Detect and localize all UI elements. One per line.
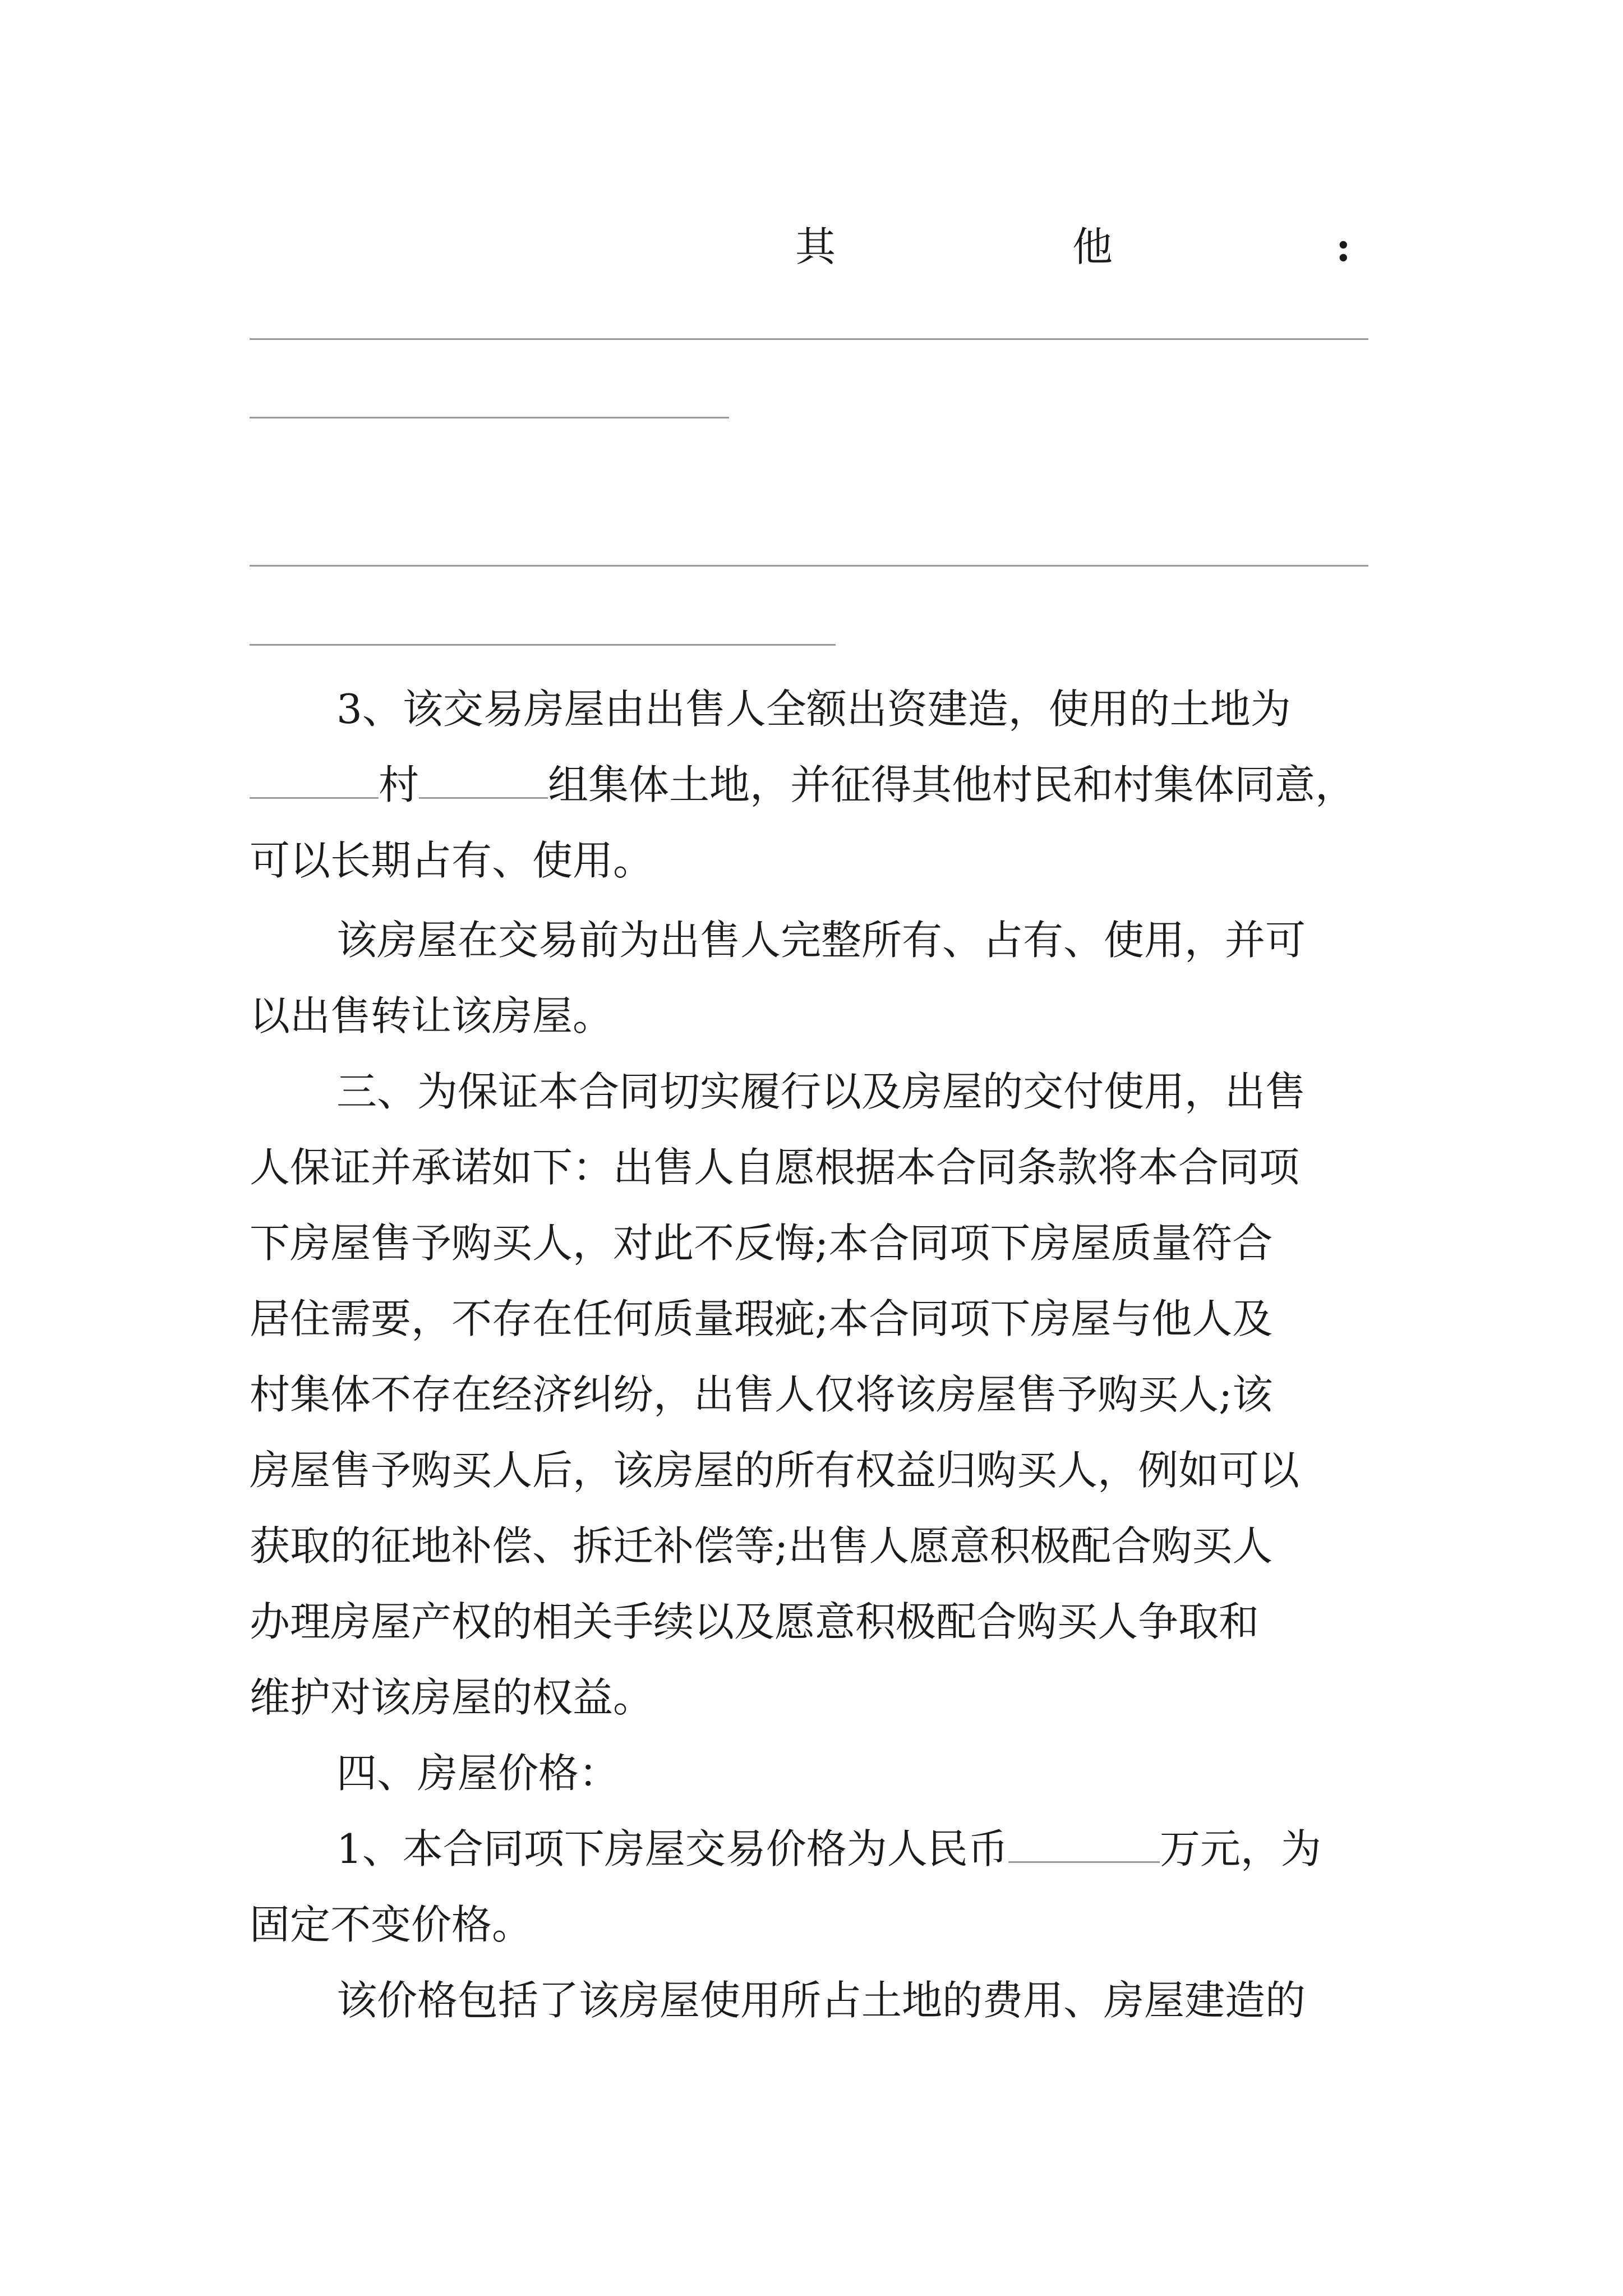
price-blank (1008, 1850, 1160, 1863)
paragraph-line: 该价格包括了该房屋使用所占土地的费用、房屋建造的 (336, 1977, 1306, 2024)
paragraph-line: 人保证并承诺如下：出售人自愿根据本合同条款将本合同项 (250, 1144, 1300, 1191)
blank-fill-line (250, 417, 729, 418)
section-four-heading: 四、房屋价格： (336, 1750, 620, 1797)
village-label: 村 (379, 761, 419, 808)
paragraph-line: 该房屋在交易前为出售人完整所有、占有、使用，并可 (336, 917, 1306, 964)
blank-fill-line (250, 565, 1368, 567)
paragraph-line: 3、该交易房屋由出售人全额出资建造，使用的土地为 (336, 685, 1291, 733)
paragraph-line: 下房屋售予购买人，对此不反悔;本合同项下房屋质量符合 (250, 1220, 1273, 1267)
blank-fill-line (250, 644, 836, 646)
paragraph-line: 固定不变价格。 (250, 1901, 533, 1948)
blank-fill-line (250, 338, 1368, 340)
other-heading-colon: : (1336, 223, 1351, 270)
paragraph-line (250, 751, 1388, 818)
village-blank (250, 786, 379, 799)
paragraph-text: 组集体土地，并征得其他村民和村集体同意， (548, 761, 1356, 808)
price-text-pre: 1、本合同项下房屋交易价格为人民币 (336, 1825, 1008, 1872)
paragraph-line: 办理房屋产权的相关手续以及愿意积极配合购买人争取和 (250, 1598, 1260, 1645)
price-text-post: 万元，为 (1159, 1825, 1321, 1872)
paragraph-line: 居住需要，不存在任何质量瑕疵;本合同项下房屋与他人及 (250, 1295, 1273, 1342)
paragraph-line: 获取的征地补偿、拆迁补偿等;出售人愿意积极配合购买人 (250, 1522, 1273, 1570)
paragraph-line: 房屋售予购买人后，该房屋的所有权益归购买人，例如可以 (250, 1447, 1300, 1494)
paragraph-line: 维护对该房屋的权益。 (250, 1674, 654, 1721)
paragraph-line: 村集体不存在经济纠纷，出售人仅将该房屋售予购买人;该 (250, 1371, 1273, 1418)
paragraph-line: 可以长期占有、使用。 (250, 837, 654, 884)
other-heading-word-1: 其 (795, 223, 836, 270)
paragraph-line (336, 1815, 1475, 1883)
other-heading-word-2: 他 (1072, 223, 1113, 270)
group-blank (419, 786, 548, 799)
section-three-line: 三、为保证本合同切实履行以及房屋的交付使用，出售 (336, 1068, 1306, 1115)
paragraph-line: 以出售转让该房屋。 (250, 992, 614, 1039)
